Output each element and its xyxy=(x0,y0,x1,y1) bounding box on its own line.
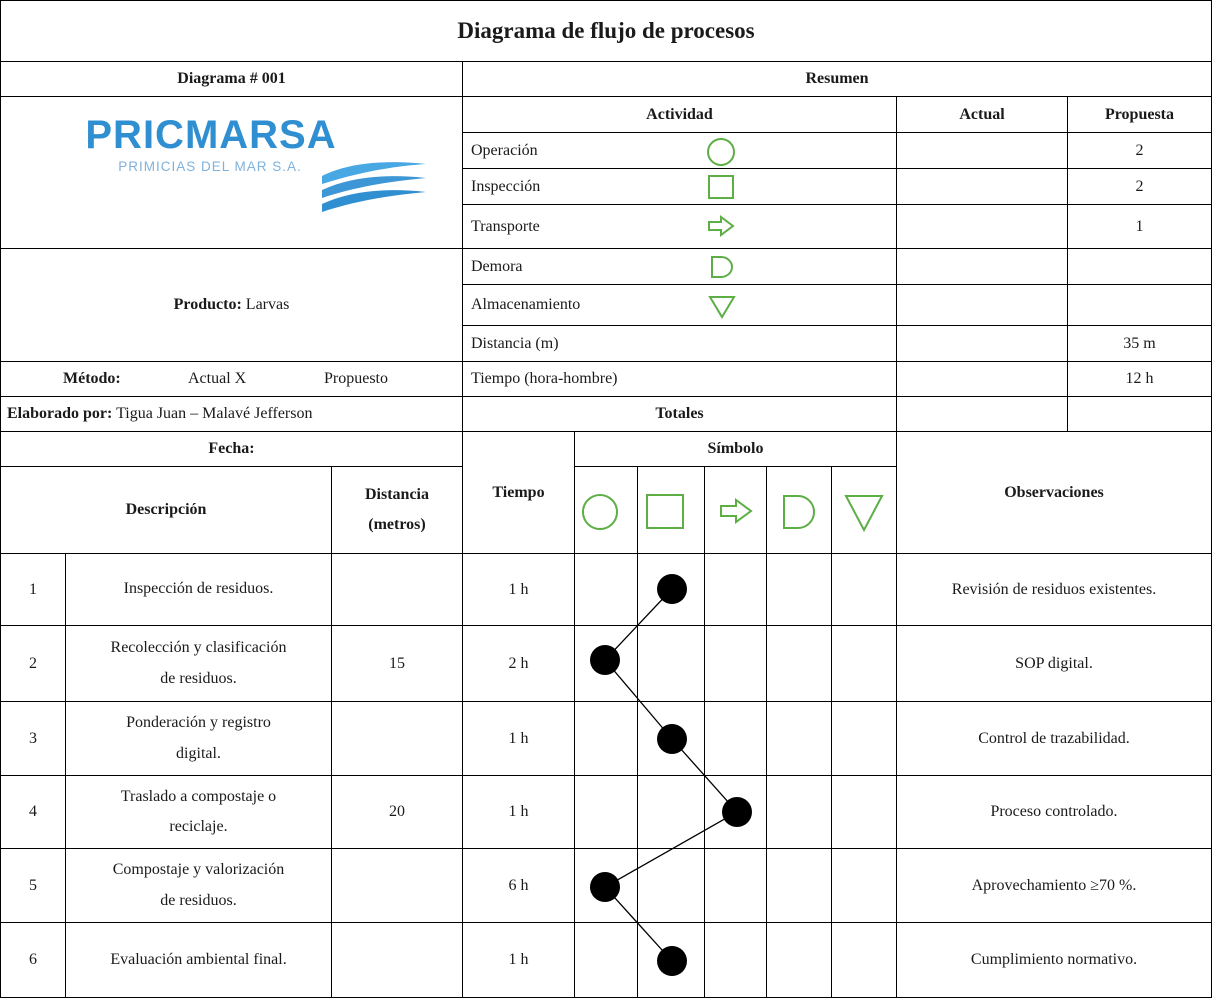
summary-row-proposed xyxy=(1067,168,1212,205)
circle-icon xyxy=(580,492,620,532)
step-symbol-cell xyxy=(766,701,832,776)
step-distance xyxy=(331,553,463,626)
method-label: Método: xyxy=(63,370,121,387)
summary-row-delay xyxy=(462,248,897,285)
summary-row-inspection xyxy=(462,168,897,205)
step-number: 4 xyxy=(0,775,66,849)
step-symbol-cell xyxy=(831,553,897,626)
step-description xyxy=(65,922,332,998)
arrow-icon xyxy=(718,497,754,525)
step-time: 1 h xyxy=(462,701,575,776)
step-symbol-cell xyxy=(831,775,897,849)
step-description-line2: digital. xyxy=(176,744,221,762)
logo-tagline-text: PRIMICIAS DEL MAR S.A. xyxy=(118,159,302,174)
step-symbol-cell xyxy=(637,922,705,998)
step-observation: Revisión de residuos existentes. xyxy=(896,553,1212,626)
step-number: 5 xyxy=(0,848,66,923)
method-proposed: Propuesto xyxy=(324,370,388,387)
summary-row-proposed xyxy=(1067,284,1212,326)
step-description xyxy=(65,848,332,923)
title-text: Diagrama de flujo de procesos xyxy=(457,17,755,43)
step-observation: Control de trazabilidad. xyxy=(896,701,1212,776)
step-distance xyxy=(331,701,463,776)
summary-row-current xyxy=(896,132,1068,169)
date-label: Fecha: xyxy=(208,440,255,457)
summary-header-proposed xyxy=(1067,96,1212,133)
distance-header-line2: (metros) xyxy=(368,516,426,533)
delay-d-icon xyxy=(709,254,737,280)
step-symbol-cell xyxy=(574,775,638,849)
step-description xyxy=(65,553,332,626)
method-cell xyxy=(0,361,463,397)
step-description-line1: Recolección y clasificación xyxy=(110,639,287,657)
summary-totals-proposed xyxy=(1067,396,1212,432)
step-symbol-cell xyxy=(831,848,897,923)
page-title xyxy=(0,0,1212,62)
distance-proposed-text: 35 m xyxy=(1123,334,1156,352)
step-symbol-cell xyxy=(704,625,767,702)
proposed-header-text: Propuesta xyxy=(1104,105,1175,123)
step-description-line1: Ponderación y registro xyxy=(126,714,271,732)
summary-row-label: Transporte xyxy=(471,217,540,235)
step-description-line2: reciclaje. xyxy=(169,818,228,835)
step-time: 1 h xyxy=(462,553,575,626)
step-description-line2: de residuos. xyxy=(160,669,237,687)
step-time: 6 h xyxy=(462,848,575,923)
time-proposed-text: 12 h xyxy=(1125,370,1154,387)
description-header-text: Descripción xyxy=(125,501,207,518)
summary-distance-current xyxy=(896,325,1068,362)
activity-header-text: Actividad xyxy=(646,105,713,123)
step-symbol-cell xyxy=(766,553,832,626)
diagram-number xyxy=(0,61,463,97)
step-description xyxy=(65,625,332,702)
summary-row-current xyxy=(896,284,1068,326)
step-symbol-cell xyxy=(637,625,705,702)
step-symbol-cell xyxy=(704,848,767,923)
summary-time-label xyxy=(462,361,897,397)
summary-proposed-value: 2 xyxy=(1135,141,1144,159)
diagram-number-text: Diagrama # 001 xyxy=(177,70,286,87)
col-header-description xyxy=(0,466,332,554)
summary-row-proposed xyxy=(1067,248,1212,285)
observations-header-text: Observaciones xyxy=(1004,483,1104,501)
step-symbol-cell xyxy=(637,701,705,776)
summary-row-current xyxy=(896,168,1068,205)
company-logo xyxy=(0,96,462,248)
summary-header-current xyxy=(896,96,1068,133)
square-icon xyxy=(707,174,735,200)
summary-time-proposed xyxy=(1067,361,1212,397)
step-symbol-cell xyxy=(831,625,897,702)
summary-time-current xyxy=(896,361,1068,397)
step-time: 2 h xyxy=(462,625,575,702)
step-observation: Aprovechamiento ≥70 %. xyxy=(896,848,1212,923)
step-distance: 20 xyxy=(331,775,463,849)
step-symbol-cell xyxy=(704,775,767,849)
arrow-icon xyxy=(706,214,736,238)
summary-row-transport xyxy=(462,204,897,249)
summary-title xyxy=(462,61,1212,97)
summary-proposed-value: 1 xyxy=(1135,217,1144,235)
summary-row-label: Operación xyxy=(471,141,538,159)
summary-distance-proposed xyxy=(1067,325,1212,362)
triangle-down-icon xyxy=(707,294,737,320)
step-observation: Cumplimiento normativo. xyxy=(896,922,1212,998)
logo-wave-3 xyxy=(322,190,426,212)
step-description xyxy=(65,775,332,849)
totals-label-text: Totales xyxy=(655,405,704,422)
step-distance xyxy=(331,922,463,998)
time-label-text: Tiempo (hora-hombre) xyxy=(471,370,618,387)
distance-header-line1: Distancia xyxy=(365,486,429,504)
summary-totals-current xyxy=(896,396,1068,432)
summary-row-operation xyxy=(462,132,897,169)
col-header-distance xyxy=(331,466,463,554)
step-number: 2 xyxy=(0,625,66,702)
summary-row-label: Inspección xyxy=(471,177,541,195)
step-symbol-cell xyxy=(831,922,897,998)
step-symbol-cell xyxy=(574,701,638,776)
product-value: Larvas xyxy=(245,296,290,313)
step-symbol-cell xyxy=(637,848,705,923)
step-symbol-cell xyxy=(704,922,767,998)
step-time: 1 h xyxy=(462,922,575,998)
prepared-by-label: Elaborado por: xyxy=(7,405,113,422)
summary-row-label: Almacenamiento xyxy=(471,296,581,313)
current-header-text: Actual xyxy=(959,105,1005,123)
step-symbol-cell xyxy=(831,701,897,776)
method-current: Actual X xyxy=(188,370,247,387)
step-distance: 15 xyxy=(331,625,463,702)
logo-brand-text: PRICMARSA xyxy=(85,113,337,157)
summary-row-proposed xyxy=(1067,204,1212,249)
summary-title-text: Resumen xyxy=(805,70,869,87)
step-symbol-cell xyxy=(704,553,767,626)
step-number: 3 xyxy=(0,701,66,776)
summary-header-activity xyxy=(462,96,897,133)
triangle-down-icon xyxy=(843,493,885,533)
step-symbol-cell xyxy=(574,922,638,998)
product-cell xyxy=(0,248,463,362)
step-symbol-cell xyxy=(766,625,832,702)
step-symbol-cell xyxy=(637,553,705,626)
summary-row-current xyxy=(896,248,1068,285)
step-symbol-cell xyxy=(574,848,638,923)
square-icon xyxy=(645,493,687,531)
step-description-line1: Evaluación ambiental final. xyxy=(110,950,287,968)
step-distance xyxy=(331,848,463,923)
step-description-line1: Compostaje y valorización xyxy=(112,861,285,879)
step-description-line2: de residuos. xyxy=(160,891,237,909)
step-symbol-cell xyxy=(637,775,705,849)
step-symbol-cell xyxy=(766,848,832,923)
distance-label-text: Distancia (m) xyxy=(471,334,559,352)
step-symbol-cell xyxy=(766,922,832,998)
step-symbol-cell xyxy=(574,625,638,702)
col-header-observations xyxy=(896,431,1212,554)
summary-proposed-value: 2 xyxy=(1135,177,1144,195)
circle-icon xyxy=(705,138,737,166)
prepared-by-cell xyxy=(0,396,463,432)
summary-totals-label xyxy=(462,396,897,432)
summary-row-current xyxy=(896,204,1068,249)
summary-row-storage xyxy=(462,284,897,326)
prepared-by-value: Tigua Juan – Malavé Jefferson xyxy=(116,405,313,422)
product-label: Producto: xyxy=(173,296,242,313)
step-time: 1 h xyxy=(462,775,575,849)
summary-distance-label xyxy=(462,325,897,362)
time-header-text: Tiempo xyxy=(492,483,545,501)
step-description-line1: Traslado a compostaje o xyxy=(120,787,277,805)
step-number: 6 xyxy=(0,922,66,998)
col-header-symbol xyxy=(574,431,897,467)
summary-row-label: Demora xyxy=(471,257,523,275)
step-description-line1: Inspección de residuos. xyxy=(123,580,274,598)
date-cell xyxy=(0,431,463,467)
step-number: 1 xyxy=(0,553,66,626)
symbol-header-text: Símbolo xyxy=(707,440,764,457)
col-header-time xyxy=(462,431,575,554)
delay-d-icon xyxy=(781,493,819,531)
step-symbol-cell xyxy=(574,553,638,626)
step-observation: Proceso controlado. xyxy=(896,775,1212,849)
summary-row-proposed xyxy=(1067,132,1212,169)
step-observation: SOP digital. xyxy=(896,625,1212,702)
step-symbol-cell xyxy=(766,775,832,849)
step-description xyxy=(65,701,332,776)
step-symbol-cell xyxy=(704,701,767,776)
